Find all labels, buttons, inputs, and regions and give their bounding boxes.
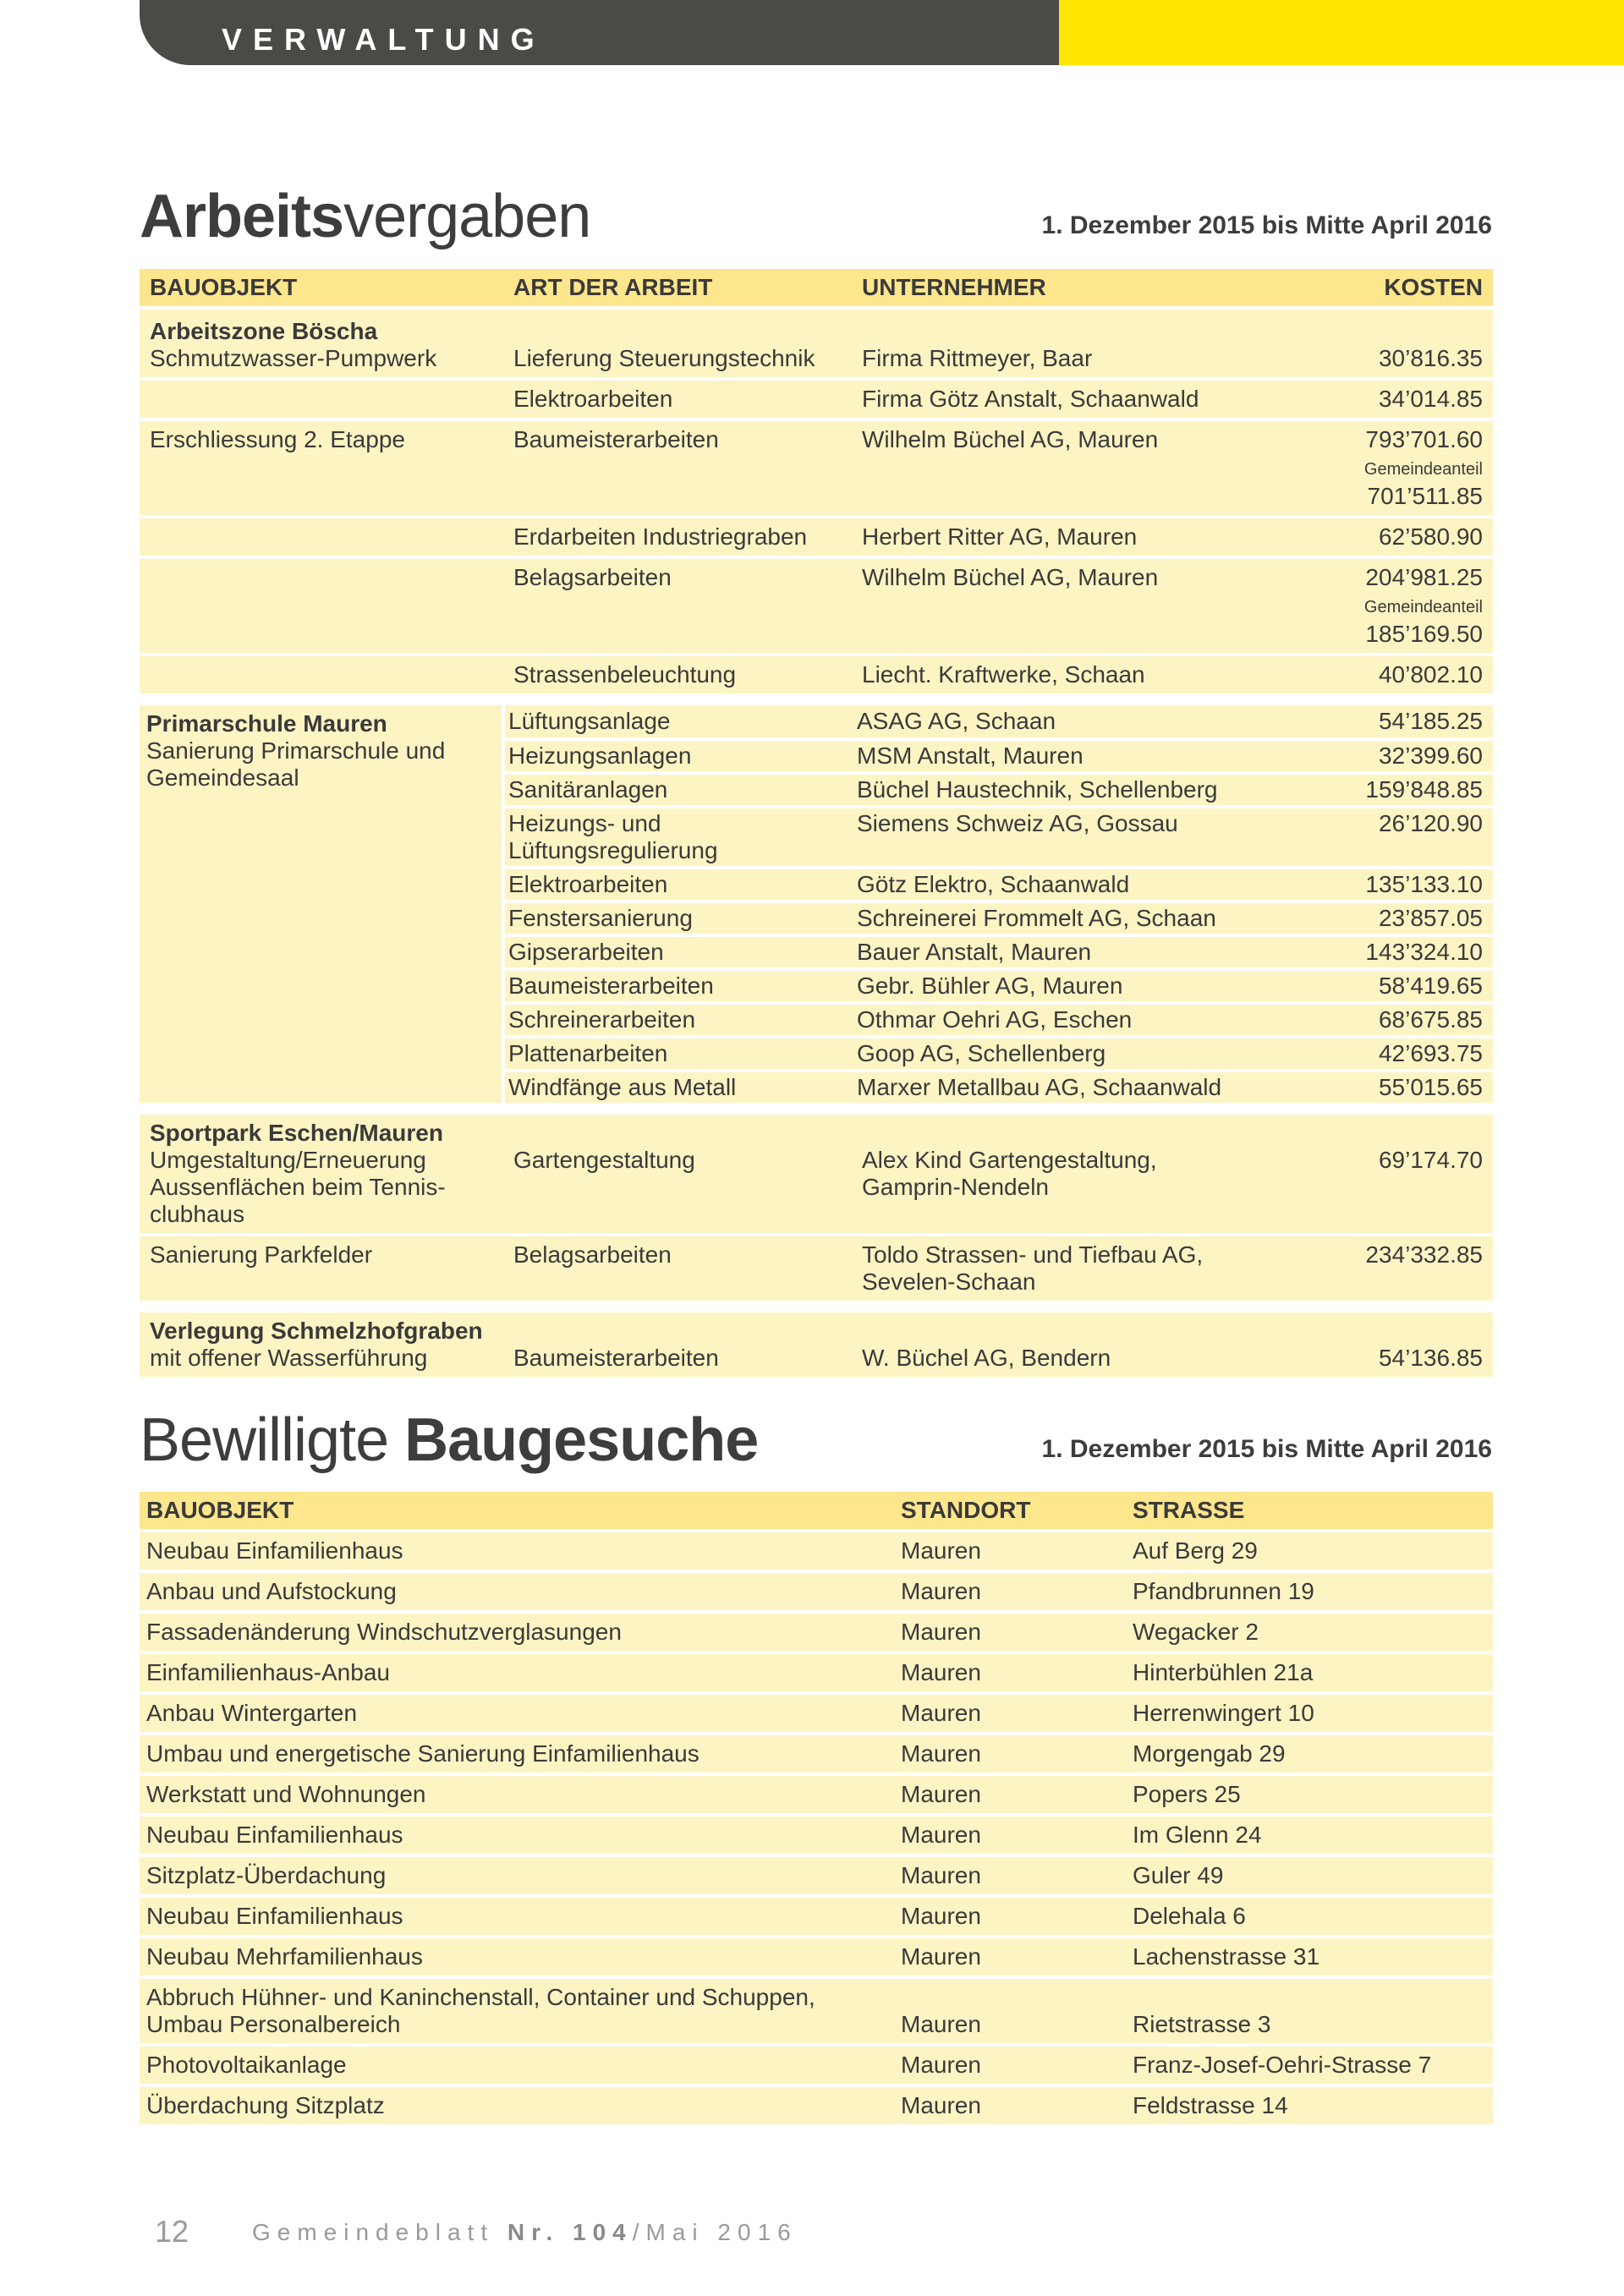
header-title: VERWALTUNG	[222, 22, 546, 57]
table-row: Schreinerarbeiten Othmar Oehri AG, Eschen 68’675.85	[505, 1005, 1493, 1035]
section2-date-range: 1. Dezember 2015 bis Mitte April 2016	[1041, 1435, 1492, 1463]
table-header-row: BAUOBJEKT STANDORT STRASSE	[140, 1492, 1493, 1529]
table-row: Elektroarbeiten Götz Elektro, Schaanwald 135’133.10	[505, 869, 1493, 900]
table-row: Sitzplatz-Überdachung Mauren Guler 49	[140, 1857, 1493, 1894]
table-row: Neubau Einfamilienhaus Mauren Im Glenn 24	[140, 1817, 1493, 1854]
table-row: Neubau Einfamilienhaus Mauren Auf Berg 29	[140, 1532, 1493, 1570]
table-row: Lüftungsanlage ASAG AG, Schaan 54’185.25	[505, 705, 1493, 737]
table-row: Erdarbeiten Industriegraben Herbert Ritter AG, Mauren 62’580.90	[140, 518, 1493, 556]
table-row: Überdachung Sitzplatz Mauren Feldstrasse 14	[140, 2087, 1493, 2124]
table-row: Erschliessung 2. Etappe Baumeisterarbeiten Wilhelm Büchel AG, Mauren 793’701.60 Gemeindeanteil 701’511.85	[140, 421, 1493, 515]
table-row: Windfänge aus Metall Marxer Metallbau AG, Schaanwald 55’015.65	[505, 1072, 1493, 1103]
publication-info: Gemeindeblatt Nr. 104/Mai 2016	[252, 2219, 798, 2245]
table-row: Sanierung Parkfelder Belagsarbeiten Toldo Strassen- und Tiefbau AG, Sevelen-Schaan 234’332.85	[140, 1236, 1493, 1301]
table-row: Strassenbeleuchtung Liecht. Kraftwerke, Schaan 40’802.10	[140, 656, 1493, 693]
section1-title: Arbeitsvergaben	[140, 183, 591, 250]
table-row: Fassadenänderung Windschutzverglasungen Mauren Wegacker 2	[140, 1614, 1493, 1651]
table-row: Anbau und Aufstockung Mauren Pfandbrunnen 19	[140, 1573, 1493, 1610]
group-title: Arbeitszone Böscha	[150, 318, 378, 344]
table-row: Neubau Mehrfamilienhaus Mauren Lachenstrasse 31	[140, 1938, 1493, 1975]
section2-title: Bewilligte Baugesuche	[140, 1406, 759, 1474]
table-row: Einfamilienhaus-Anbau Mauren Hinterbühlen 21a	[140, 1654, 1493, 1691]
table-row: Plattenarbeiten Goop AG, Schellenberg 42’693.75	[505, 1038, 1493, 1069]
table-row: Arbeitszone Böscha Schmutzwasser-Pumpwerk Lieferung Steuerungstechnik Firma Rittmeyer, Baar 30’816.35	[140, 310, 1493, 377]
table-row: Gipserarbeiten Bauer Anstalt, Mauren 143’324.10	[505, 937, 1493, 967]
table-row: Heizungsanlagen MSM Anstalt, Mauren 32’399.60	[505, 741, 1493, 771]
table-row: Fenstersanierung Schreinerei Frommelt AG, Schaan 23’857.05	[505, 903, 1493, 934]
table-row: Abbruch Hühner- und Kaninchenstall, Container und Schuppen, Umbau Personalbereich Mauren Rietstrasse 3	[140, 1979, 1493, 2043]
table-row: Neubau Einfamilienhaus Mauren Delehala 6	[140, 1898, 1493, 1935]
group-primarschule: Primarschule Mauren Sanierung Primarschule und Gemeindesaal Lüftungsanlage ASAG AG, Schaan 54’185.25 Heizungsanlagen MSM Anstalt, Mauren 32’399.60 Sanitäranlagen Büchel Haustechnik, Schellenberg 159’848.85 Heizungs- und Lüftungsregulierung Siemens Schweiz AG, Gossau 26’120.90 Elektroarbeiten Götz Elektro, Schaanwald 135’133.10 Fenstersanierung Schreinerei Frommelt AG, Schaan 23’857.05 Gipserarbeiten Bauer Anstalt, Mauren 143’324.10 Baumeisterarbeiten Gebr. Bühler AG, Mauren 58’419.65 Schreinerarbeiten Othmar Oehri AG, Eschen 68’675.85 Plattenarbeiten Goop AG, Schellenberg 42’693.75 Windfänge aus Metall Marxer Metallbau AG, Schaanwald 55’015.65	[140, 705, 1493, 1103]
table-row: Heizungs- und Lüftungsregulierung Siemens Schweiz AG, Gossau 26’120.90	[505, 808, 1493, 866]
permits-table	[140, 1492, 1493, 2124]
table-row: Umbau und energetische Sanierung Einfamilienhaus Mauren Morgengab 29	[140, 1735, 1493, 1773]
section1-date-range: 1. Dezember 2015 bis Mitte April 2016	[1041, 211, 1492, 239]
table-row: Anbau Wintergarten Mauren Herrenwingert 10	[140, 1695, 1493, 1732]
table-row: Elektroarbeiten Firma Götz Anstalt, Schaanwald 34’014.85	[140, 381, 1493, 418]
table-row: Sanitäranlagen Büchel Haustechnik, Schellenberg 159’848.85	[505, 775, 1493, 805]
table-row: Belagsarbeiten Wilhelm Büchel AG, Mauren 204’981.25 Gemeindeanteil 185’169.50	[140, 559, 1493, 653]
table-row: Verlegung Schmelzhofgraben mit offener Wasserführung Baumeisterarbeiten W. Büchel AG, Bendern 54’136.85	[140, 1312, 1493, 1377]
page-number: 12	[155, 2214, 189, 2249]
table-row: Photovoltaikanlage Mauren Franz-Josef-Oehri-Strasse 7	[140, 2047, 1493, 2084]
contracts-table	[140, 269, 1493, 1377]
header-accent	[1059, 0, 1624, 65]
group-title: Sportpark Eschen/Mauren	[150, 1120, 443, 1146]
table-header-row: BAUOBJEKT ART DER ARBEIT UNTERNEHMER KOSTEN	[140, 269, 1493, 306]
table-row: Werkstatt und Wohnungen Mauren Popers 25	[140, 1776, 1493, 1813]
table-row: Sportpark Eschen/Mauren Umgestaltung/Erneuerung Aussenflächen beim Tennis-clubhaus Gartengestaltung Alex Kind Gartengestaltung, Gamprin-Nendeln 69’174.70	[140, 1115, 1493, 1233]
group-title: Verlegung Schmelzhofgraben	[150, 1318, 483, 1344]
group-title: Primarschule Mauren	[146, 710, 387, 737]
table-row: Baumeisterarbeiten Gebr. Bühler AG, Mauren 58’419.65	[505, 971, 1493, 1001]
